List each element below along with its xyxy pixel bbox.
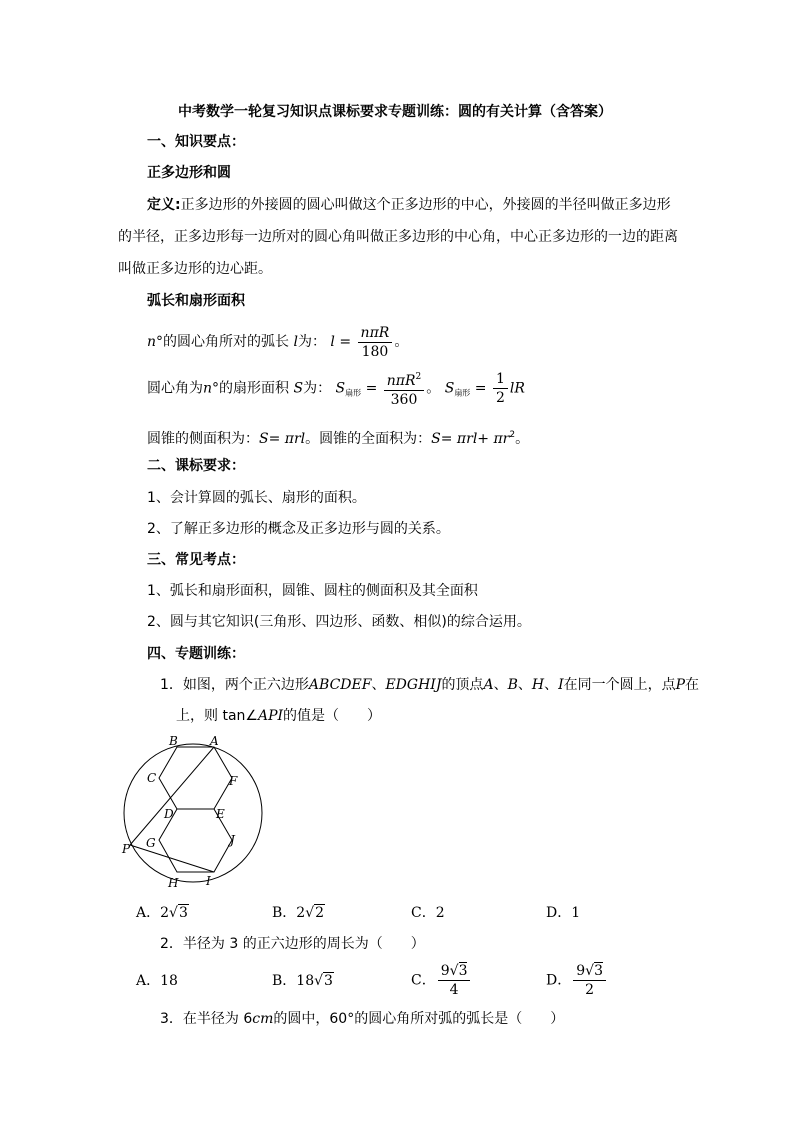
arc-numerator: nπR — [358, 324, 393, 343]
sector-half-fraction — [493, 370, 508, 407]
q1-question: 的值是（ ） — [283, 708, 382, 724]
q1-option-a[interactable] — [136, 904, 189, 922]
q2-option-b-rad: 3 — [324, 973, 333, 989]
q1-option-d[interactable]: D．1 — [546, 905, 581, 921]
definition-text-1: 正多边形的外接圆的圆心叫做这个正多边形的中心，外接圆的半径叫做正多边形 — [180, 197, 671, 213]
q2-stem: 2．半径为 3 的正六边形的周长为（ ） — [160, 936, 425, 952]
cone-total-formula: S= πrl+ πr — [431, 431, 510, 447]
sector-num-text: nπR — [386, 373, 416, 389]
sector-mid: 。 — [426, 380, 441, 397]
label-A: A — [210, 735, 219, 748]
exam-point-1: 1、弧长和扇形面积，圆锥、圆柱的侧面积及其全面积 — [147, 583, 478, 599]
circumcircle — [124, 744, 262, 882]
arc-fraction — [358, 324, 393, 361]
exam-point-2: 2、圆与其它知识(三角形、四边形、函数、相似)的综合运用。 — [147, 614, 531, 630]
sector-lR: lR — [509, 380, 525, 397]
q2-option-c-num: 9√3 — [438, 962, 471, 981]
q2-option-b-sqrt: √3 — [314, 973, 333, 989]
q1-sep-4: 、 — [544, 677, 559, 693]
q2-option-c-label: C． — [411, 972, 436, 989]
q1-point-A: A — [483, 677, 494, 693]
q2-option-d-num: 9√3 — [573, 962, 606, 981]
q1-hex-2: EDGHIJ — [385, 677, 442, 693]
q1-option-b-sqrt: √2 — [305, 905, 325, 921]
subheading-polygon-circle: 正多边形和圆 — [147, 165, 231, 181]
sector-text: 的扇形面积 — [219, 380, 290, 397]
sector-S1: S — [335, 380, 346, 397]
q1-text-a: 1．如图，两个正六边形 — [160, 677, 309, 693]
q1-angle: API — [257, 708, 284, 724]
line-pi — [130, 845, 214, 872]
cone-end: 。 — [515, 431, 530, 447]
sector-sub1: 扇形 — [345, 388, 362, 398]
q1-sep-2: 、 — [493, 677, 508, 693]
q1-option-a-rad: 3 — [178, 905, 188, 921]
q3-stem — [160, 1010, 564, 1028]
requirement-2: 2、了解正多边形的概念及正多边形与圆的关系。 — [147, 521, 450, 537]
q1-text-o: 在 — [685, 677, 700, 693]
q2-option-d-den: 2 — [585, 982, 595, 998]
label-G: G — [146, 836, 156, 850]
cone-total-sup: 2 — [509, 430, 516, 440]
section-heading-requirements: 二、课标要求： — [147, 458, 245, 474]
cone-total-label: 。圆锥的全面积为： — [305, 431, 432, 447]
q2-option-d[interactable] — [546, 962, 608, 999]
sector-half-den: 2 — [495, 390, 505, 406]
q1-text-e: 的顶点 — [441, 677, 484, 693]
label-B: B — [169, 735, 178, 748]
definition-line-1 — [147, 196, 671, 214]
arc-length-formula — [147, 322, 408, 362]
section-heading-practice: 四、专题训练： — [147, 646, 245, 662]
q1-point-B: B — [507, 677, 518, 693]
arc-l-symbol: l — [293, 334, 298, 350]
sector-eq2: = — [474, 380, 487, 397]
sector-area-formula — [147, 368, 525, 414]
q1-option-b[interactable] — [272, 904, 325, 922]
arc-text: 的圆心角所对的弧长 — [163, 334, 290, 350]
q1-stem-line-2 — [176, 707, 381, 725]
hexagon-circle-figure — [112, 735, 272, 895]
sector-half-num: 1 — [493, 370, 508, 389]
sector-sub2: 扇形 — [454, 388, 471, 398]
arc-lhs: l = — [330, 334, 352, 350]
sector-numerator — [384, 368, 425, 391]
sector-degree: ° — [212, 380, 220, 397]
label-C: C — [147, 771, 157, 785]
arc-end: 。 — [394, 334, 409, 350]
q2-option-d-label: D． — [546, 972, 572, 989]
q1-text-m: 在同一个圆上，点 — [563, 677, 676, 693]
sector-n: n — [203, 380, 213, 397]
arc-n: n — [147, 334, 157, 350]
arc-degree: ° — [156, 334, 164, 350]
q2-option-c-rad: 3 — [458, 963, 468, 979]
hexagon-abcdef — [159, 747, 232, 809]
q2-option-b-label: B． — [272, 973, 297, 989]
q2-option-b[interactable] — [272, 972, 334, 990]
label-F: F — [229, 774, 238, 788]
definition-label: 定义: — [147, 197, 181, 213]
q1-sep-3: 、 — [517, 677, 532, 693]
q2-option-b-coef: 18 — [296, 973, 315, 989]
q1-point-H: H — [531, 677, 545, 693]
arc-denominator: 180 — [361, 343, 389, 360]
label-I: I — [206, 874, 211, 888]
sector-eq1: = — [365, 380, 378, 397]
sector-wei: 为： — [303, 380, 332, 397]
q2-option-d-fraction — [573, 962, 606, 999]
q3-stem-b: 的圆中，60°的圆心角所对弧的弧长是（ ） — [273, 1011, 565, 1027]
document-title: 中考数学一轮复习知识点课标要求专题训练：圆的有关计算（含答案） — [178, 104, 612, 120]
q2-option-d-rad: 3 — [594, 963, 603, 979]
subheading-arc-sector: 弧长和扇形面积 — [147, 293, 245, 309]
label-P: P — [122, 842, 131, 856]
q1-tan: 上，则 tan∠ — [176, 708, 258, 724]
definition-line-2: 的半径，正多边形每一边所对的圆心角叫做正多边形的中心角，中心正多边形的一边的距离 — [118, 229, 678, 245]
sector-denominator: 360 — [390, 392, 418, 408]
arc-wei: 为： — [297, 334, 326, 350]
q1-stem-line-1 — [160, 676, 699, 694]
q3-stem-a: 3．在半径为 6 — [160, 1011, 253, 1027]
section-heading-exam-points: 三、常见考点： — [147, 552, 245, 568]
q2-option-c-coef: 9 — [440, 963, 450, 979]
sector-fraction — [384, 368, 425, 409]
line-ap — [130, 747, 214, 845]
q1-option-a-label: A．2 — [136, 905, 170, 921]
label-D: D — [164, 807, 174, 821]
sector-S-symbol: S — [293, 380, 304, 397]
q1-option-a-sqrt: √3 — [169, 905, 188, 921]
q2-option-c[interactable] — [411, 962, 472, 999]
label-E: E — [216, 807, 225, 821]
sector-pre: 圆心角为 — [147, 380, 203, 397]
label-H: H — [168, 876, 179, 890]
q1-point-I: I — [558, 677, 564, 693]
q3-unit: cm — [252, 1011, 274, 1027]
section-heading-knowledge: 一、知识要点： — [147, 134, 245, 150]
q1-sep-1: 、 — [371, 677, 386, 693]
cone-lateral-formula: S= πrl — [259, 431, 306, 447]
q2-option-c-den: 4 — [449, 982, 459, 998]
label-J: J — [230, 833, 235, 847]
q1-option-c[interactable]: C．2 — [411, 905, 445, 921]
q1-hex-1: ABCDEF — [308, 677, 372, 693]
q1-point-P: P — [675, 677, 686, 693]
requirement-1: 1、会计算圆的弧长、扇形的面积。 — [147, 490, 366, 506]
sector-num-sup: 2 — [415, 372, 422, 382]
q1-option-b-rad: 2 — [315, 905, 325, 921]
q2-option-c-fraction — [438, 962, 471, 999]
sector-S2: S — [444, 380, 455, 397]
q2-option-a[interactable]: A．18 — [136, 973, 178, 989]
q2-option-d-coef: 9 — [576, 963, 586, 979]
cone-area-line — [147, 426, 529, 448]
cone-lateral-label: 圆锥的侧面积为： — [147, 431, 259, 447]
q1-option-b-label: B．2 — [272, 905, 306, 921]
definition-line-3: 叫做正多边形的边心距。 — [118, 261, 272, 277]
